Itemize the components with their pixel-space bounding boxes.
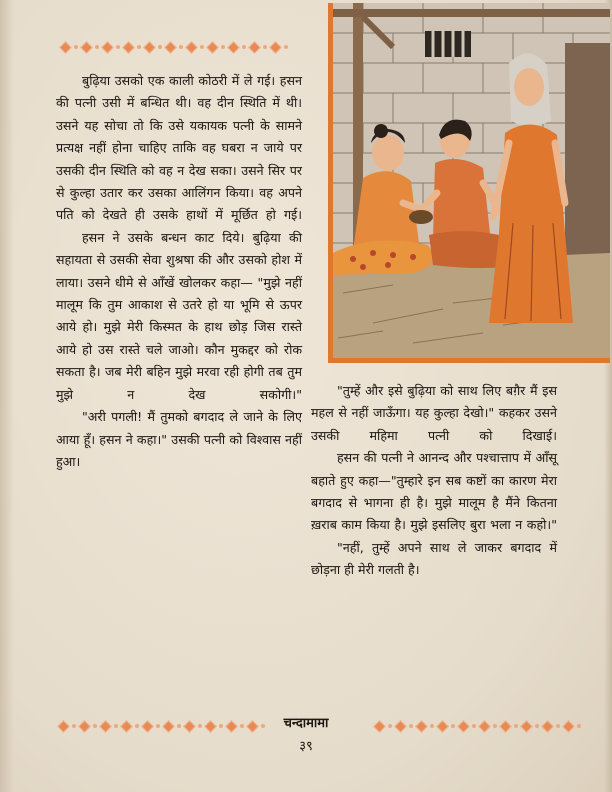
wooden-beam xyxy=(333,9,610,17)
border-diamond xyxy=(59,41,72,54)
story-column-right xyxy=(311,380,557,582)
paragraph: हसन की पत्नी ने आनन्द और पश्चात्ताप में आँसू बहाते हुए कहा—"तुम्हारे इन सब कष्टों का कारण मेरा बगदाद से भागना ही है। मुझे मालूम है मैंने कितना ख़राब काम किया है। मुझे इसलिए बुरा भला न कहो।" xyxy=(311,450,557,533)
story-column-left xyxy=(56,70,302,473)
page-edge-shadow-left xyxy=(0,0,14,792)
doorway xyxy=(565,43,610,263)
story-illustration xyxy=(328,3,610,363)
border-diamond xyxy=(185,41,198,54)
paragraph: "अरी पगली! मैं तुमको बगदाद ले जाने के लिए आया हूँ। हसन ने कहा।" उसकी पत्नी को विश्वास नहीं हुआ। xyxy=(56,409,302,469)
border-dot xyxy=(221,45,225,49)
paragraph: "तुम्हें और इसे बुढ़िया को साथ लिए बग़ैर मैं इस महल से नहीं जाऊँगा। यह कुल्हा देखो।" कहकर उसने उसकी महिमा पत्नी को दिखाई। xyxy=(311,383,557,443)
border-dot xyxy=(95,45,99,49)
magazine-title: चन्दामामा xyxy=(283,716,329,731)
border-dot xyxy=(116,45,120,49)
border-dot xyxy=(200,45,204,49)
border-dot xyxy=(74,45,78,49)
border-dot xyxy=(263,45,267,49)
border-diamond xyxy=(143,41,156,54)
border-dot xyxy=(284,45,288,49)
border-diamond xyxy=(248,41,261,54)
illustration-drawing xyxy=(333,3,610,358)
border-diamond xyxy=(80,41,93,54)
border-dot xyxy=(158,45,162,49)
border-diamond xyxy=(269,41,282,54)
cap-object xyxy=(409,210,433,224)
paragraph: "नहीं, तुम्हें अपने साथ ले जाकर बगदाद में छोड़ना ही मेरी गलती है। xyxy=(311,539,557,578)
paragraph: हसन ने उसके बन्धन काट दिये। बुढ़िया की सहायता से उसकी सेवा शुश्रषा की और उसको होश में लाया। उसने धीमे से आँखें खोलकर कहा— "मुझे नहीं मालूम कि तुम आकाश से उतरे हो या भूमि से ऊपर आये हो। मुझे मेरी किस्मत के हाथ छोड़ जिस रास्ते आये हो उस रास्ते चले जाओ। कौन मुकद्दर को रोक सकता है। जब मेरी बहिन मुझे मरवा रही होगी तब तुम मुझे न देख सकोगी।" xyxy=(56,229,302,402)
border-dot xyxy=(137,45,141,49)
border-dot xyxy=(179,45,183,49)
border-diamond xyxy=(164,41,177,54)
border-diamond xyxy=(206,41,219,54)
border-dot xyxy=(242,45,246,49)
paragraph: बुढ़िया उसको एक काली कोठरी में ले गई। हसन की पत्नी उसी में बन्धित थी। वह दीन स्थिति में थी। उसने यह सोचा तो कि उसे यकायक पत्नी के सामने प्रत्यक्ष नहीं होना चाहिए ताकि वह घबरा न जाये पर उसकी दीन स्थिति को वह न देख सका। उसने सिर पर से कुल्हा उतार कर उसका आलिंगन किया। वह अपने पति को देखते ही उसके हाथों में मूर्छित हो गई। xyxy=(56,73,302,223)
border-diamond xyxy=(227,41,240,54)
border-diamond xyxy=(101,41,114,54)
border-diamond xyxy=(122,41,135,54)
decorative-border-top xyxy=(58,40,298,54)
page-number: ३९ xyxy=(299,739,313,754)
